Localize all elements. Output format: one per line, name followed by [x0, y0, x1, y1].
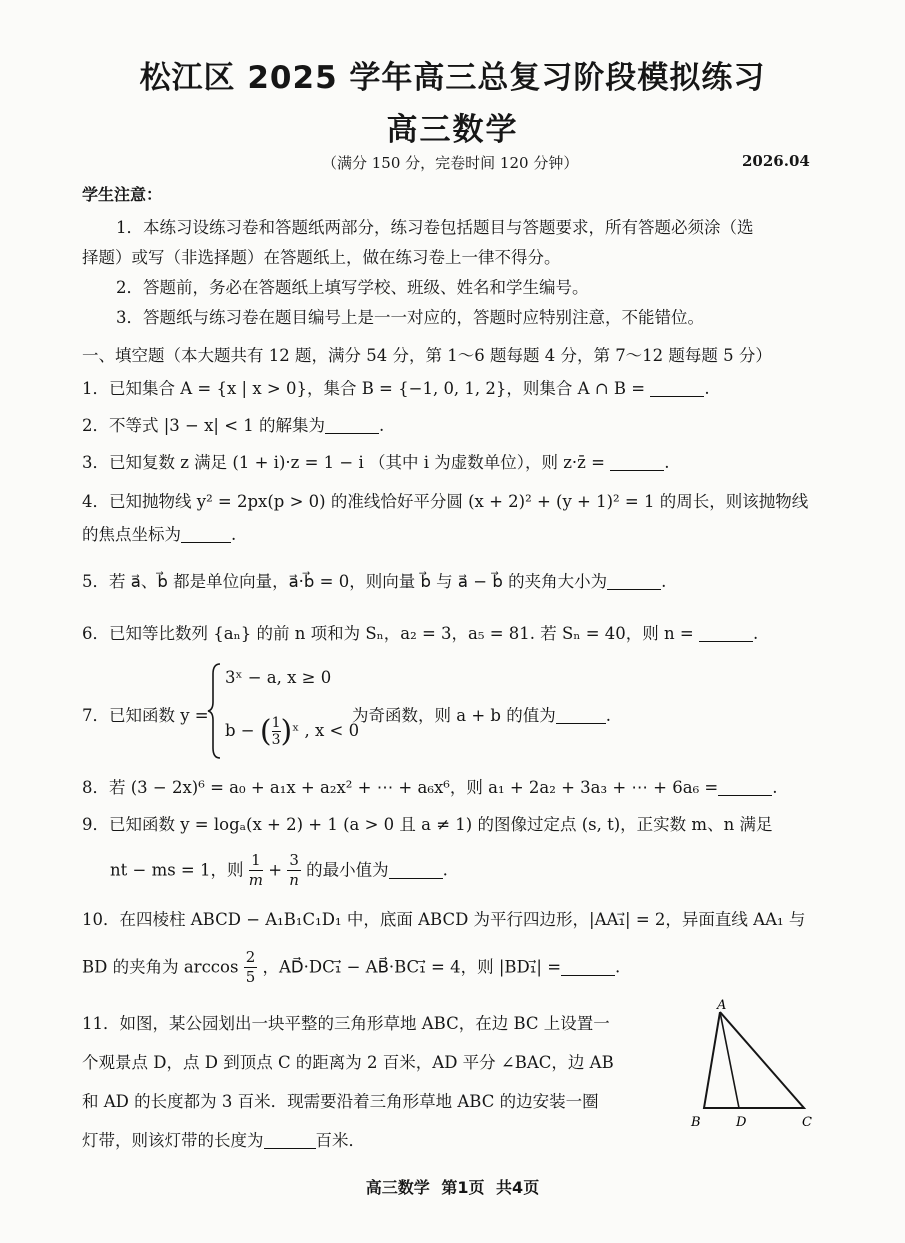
piecewise-case-1: 3ˣ − a, x ≥ 0 — [225, 668, 332, 687]
label-b: B — [691, 1115, 701, 1130]
answer-blank[interactable] — [264, 1132, 316, 1150]
question-text: 已知集合 A = {x | x > 0}，集合 B = {−1, 0, 1, 2}，则集合 A ∩ B = — [109, 379, 646, 398]
question-number: 6． — [82, 624, 109, 643]
piecewise-function — [207, 662, 360, 760]
brace-icon — [207, 662, 223, 760]
notice-item-3: 3．答题纸与练习卷在题目编号上是一一对应的，答题时应特别注意，不能错位。 — [116, 308, 704, 327]
question-9-line-2: nt − ms = 1，则 $\frac{1}{m}$ + $\frac{3}{n}$ 的最小值为 . — [110, 851, 448, 889]
question-4-line-1 — [82, 488, 808, 512]
exam-title: 松江区 2025 学年高三总复习阶段模拟练习 — [139, 60, 766, 96]
question-number: 2． — [82, 416, 109, 435]
question-11-line-4: 灯带，则该灯带的长度为 百米． — [82, 1131, 365, 1150]
question-text: 若 (3 − 2x)⁶ = a₀ + a₁x + a₂x² + ⋯ + a₆x⁶，则 a₁ + 2a₂ + 3a₃ + ⋯ + 6a₆ = — [109, 778, 719, 797]
answer-blank[interactable] — [181, 526, 231, 544]
answer-blank[interactable] — [650, 380, 704, 398]
question-number: 9． — [82, 815, 109, 834]
answer-blank[interactable] — [561, 959, 615, 977]
page-footer: 高三数学 第1页 共4页 — [365, 1178, 540, 1197]
fraction-one-third: $\frac{1}{3}$ — [271, 715, 281, 748]
question-11-line-2: 个观景点 D，点 D 到顶点 C 的距离为 2 百米，AD 平分 ∠BAC，边 AB — [82, 1053, 614, 1072]
question-2: 2．不等式 |3 − x| < 1 的解集为 . — [82, 416, 385, 435]
question-7-suffix: 为奇函数，则 a + b 的值为 . — [352, 706, 611, 725]
label-c: C — [802, 1115, 812, 1130]
triangle-abc — [704, 1012, 804, 1108]
notice-item-1-line-2: 择题）或写（非选择题）在答题纸上，做在练习卷上一律不得分。 — [82, 248, 561, 267]
question-text: 已知复数 z 满足 (1 + i)·z = 1 − i （其中 i 为虚数单位），则 z·z̄ = — [109, 453, 605, 472]
question-number: 1． — [82, 379, 109, 398]
fraction-2-over-5: $\frac{2}{5}$ — [245, 948, 256, 986]
question-5: 5．若 a⃗、b⃗ 都是单位向量，a⃗·b⃗ = 0，则向量 b⃗ 与 a⃗ − b⃗ 的夹角大小为 . — [82, 572, 667, 591]
triangle-figure — [684, 996, 824, 1132]
fraction-1-over-m: $\frac{1}{m}$ — [248, 851, 263, 889]
notice-heading: 学生注意： — [82, 185, 163, 204]
question-4-line-2: 的焦点坐标为 . — [82, 525, 237, 544]
question-11-line-1: 11．如图，某公园划出一块平整的三角形草地 ABC，在边 BC 上设置一 — [82, 1014, 610, 1033]
question-text: 在四棱柱 ABCD − A₁B₁C₁D₁ 中，底面 ABCD 为平行四边形，|AA₁⃗| = 2，异面直线 AA₁ 与 — [119, 910, 806, 929]
question-3: 3．已知复数 z 满足 (1 + i)·z = 1 − i （其中 i 为虚数单位），则 z·z̄ = . — [82, 453, 670, 472]
question-6: 6．已知等比数列 {aₙ} 的前 n 项和为 Sₙ，a₂ = 3，a₅ = 81. 若 Sₙ = 40，则 n = . — [82, 624, 759, 643]
question-8: 8．若 (3 − 2x)⁶ = a₀ + a₁x + a₂x² + ⋯ + a₆x⁶，则 a₁ + 2a₂ + 3a₃ + ⋯ + 6a₆ = . — [82, 778, 778, 797]
question-1: 1．已知集合 A = {x | x > 0}，集合 B = {−1, 0, 1, 2}，则集合 A ∩ B = . — [82, 379, 710, 398]
answer-blank[interactable] — [718, 779, 772, 797]
label-a: A — [717, 998, 727, 1013]
section-heading: 一、填空题（本大题共有 12 题，满分 54 分，第 1～6 题每题 4 分，第 7～12 题每题 5 分） — [82, 346, 772, 365]
answer-blank[interactable] — [699, 625, 753, 643]
question-number: 3． — [82, 453, 109, 472]
answer-blank[interactable] — [389, 862, 443, 880]
answer-blank[interactable] — [325, 417, 379, 435]
exam-meta: （满分 150 分，完卷时间 120 分钟） — [322, 154, 579, 172]
question-7-prefix: 7．已知函数 y = — [82, 706, 209, 725]
question-number: 5． — [82, 572, 109, 591]
answer-blank[interactable] — [607, 573, 661, 591]
question-number: 10． — [82, 910, 120, 929]
question-number: 8． — [82, 778, 109, 797]
exam-subtitle: 高三数学 — [386, 112, 519, 148]
question-11-line-3: 和 AD 的长度都为 3 百米．现需要沿着三角形草地 ABC 的边安装一圈 — [82, 1092, 599, 1111]
question-text: 已知抛物线 y² = 2px(p > 0) 的准线恰好平分圆 (x + 2)² + (y + 1)² = 1 的周长，则该抛物线 — [109, 492, 809, 511]
question-text: 若 a⃗、b⃗ 都是单位向量，a⃗·b⃗ = 0，则向量 b⃗ 与 a⃗ − b⃗ 的夹角大小为 — [109, 572, 608, 591]
question-9-line-1 — [82, 811, 772, 835]
notice-item-2: 2．答题前，务必在答题纸上填写学校、班级、姓名和学生编号。 — [116, 278, 589, 297]
label-d: D — [736, 1115, 747, 1130]
answer-blank[interactable] — [610, 454, 664, 472]
fraction-3-over-n: $\frac{3}{n}$ — [289, 851, 299, 889]
question-number: 11． — [82, 1014, 120, 1033]
answer-blank[interactable] — [556, 707, 606, 725]
notice-item-1-line-1: 1．本练习设练习卷和答题纸两部分，练习卷包括题目与答题要求，所有答题必须涂（选 — [116, 218, 754, 237]
question-10-line-2: BD 的夹角为 arccos $\frac{2}{5}$ ，AD⃗·DC₁⃗ − AB⃗·BC₁⃗ = 4，则 |BD₁⃗| = . — [82, 948, 621, 986]
question-number: 7． — [82, 706, 109, 725]
question-text: 不等式 |3 − x| < 1 的解集为 — [109, 416, 326, 435]
exam-date: 2026.04 — [742, 152, 810, 170]
piecewise-case-2: b − ( $\frac{1}{3}$ )ˣ , x < 0 — [225, 714, 360, 749]
question-10-line-1 — [82, 906, 805, 930]
question-text: 已知函数 y = logₐ(x + 2) + 1 (a > 0 且 a ≠ 1) 的图像过定点 (s, t)，正实数 m、n 满足 — [109, 815, 773, 834]
question-number: 4． — [82, 492, 109, 511]
question-text: 已知等比数列 {aₙ} 的前 n 项和为 Sₙ，a₂ = 3，a₅ = 81. 若 Sₙ = 40，则 n = — [109, 624, 694, 643]
bisector-ad — [720, 1012, 739, 1108]
